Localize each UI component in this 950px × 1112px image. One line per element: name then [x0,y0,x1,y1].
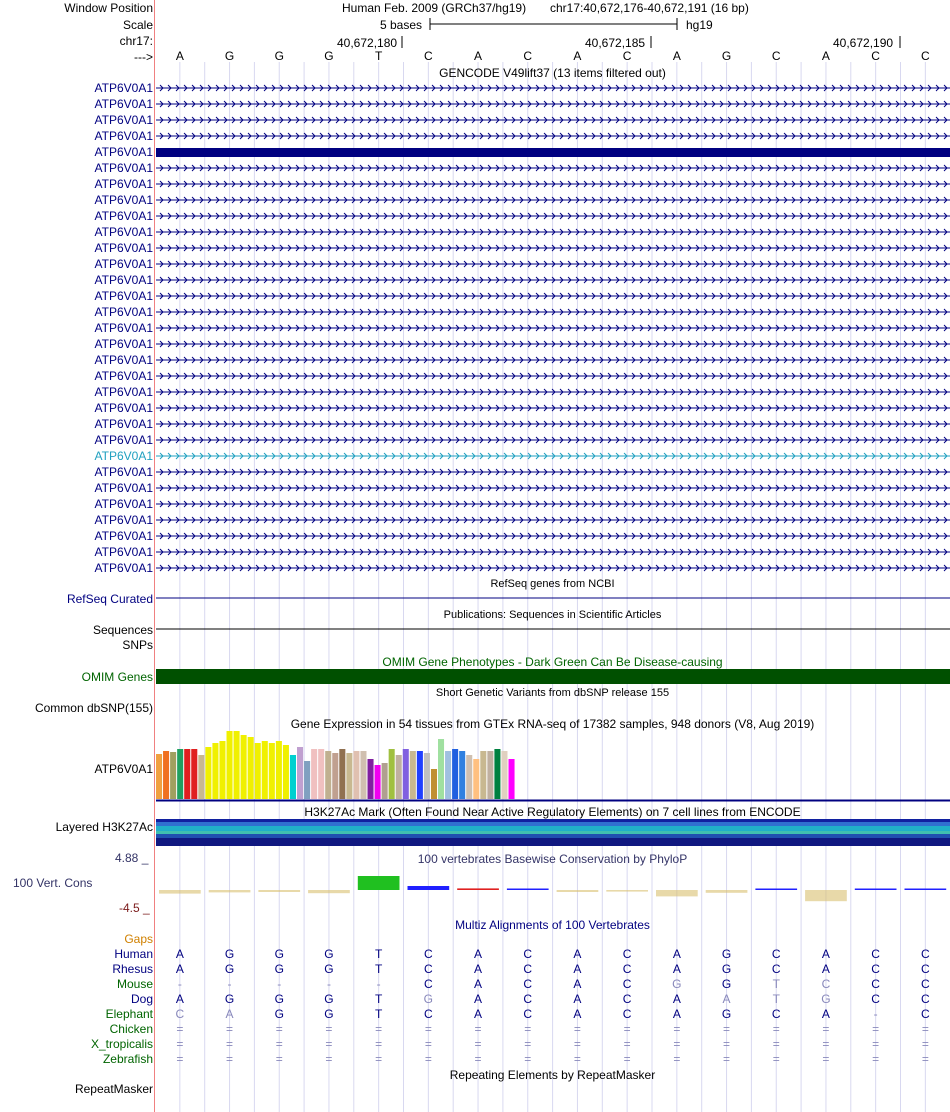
multiz-base: = [772,1022,780,1036]
gencode-track-title[interactable]: GENCODE V49lift37 (13 items filtered out) [439,66,666,80]
multiz-base: C [921,992,930,1006]
phylop-score-bar [656,890,698,896]
gtex-bar [170,752,176,799]
multiz-base: C [523,992,533,1006]
multiz-base: A [672,1007,681,1021]
multiz-base: - [227,977,232,991]
gencode-gene-label[interactable]: ATP6V0A1 [94,305,153,319]
multiz-base: = [325,1052,333,1066]
gtex-bar [459,751,465,799]
multiz-base: C [523,1007,533,1021]
phylop-score-bar [755,889,797,891]
multiz-base: A [474,962,483,976]
multiz-base: = [822,1052,830,1066]
multiz-base: C [921,977,930,991]
gtex-bar [227,731,233,799]
multiz-base: C [622,992,632,1006]
chrom-label: chr17: [119,34,153,48]
multiz-base: T [374,1007,383,1021]
phylop-score-bar [308,890,350,893]
phylop-score-bar [805,890,847,901]
multiz-base: = [573,1022,581,1036]
multiz-base: G [721,977,732,991]
multiz-base: C [523,962,533,976]
coord-label-2: 40,672,185 [585,36,646,50]
multiz-base: = [772,1037,780,1051]
multiz-base: = [723,1022,731,1036]
multiz-base: A [474,1007,483,1021]
multiz-base: G [821,992,831,1006]
multiz-base: - [376,977,381,991]
multiz-species-label[interactable]: Rhesus [112,962,153,976]
multiz-base: = [524,1052,532,1066]
multiz-base: - [277,977,282,991]
multiz-base: = [275,1037,283,1051]
multiz-base: = [573,1052,581,1066]
multiz-base: = [375,1052,383,1066]
gtex-bar [466,755,472,799]
gtex-label[interactable]: ATP6V0A1 [94,762,153,776]
gtex-bar [360,751,366,799]
multiz-base: = [176,1037,184,1051]
multiz-base: = [872,1052,880,1066]
repeatmasker-track-title[interactable]: Repeating Elements by RepeatMasker [449,1068,656,1082]
multiz-base: = [772,1052,780,1066]
multiz-base: C [921,1007,930,1021]
multiz-base: - [177,977,182,991]
multiz-base: = [872,1037,880,1051]
multiz-base: = [822,1022,830,1036]
gtex-bar [198,755,204,799]
coord-label-1: 40,672,180 [337,36,398,50]
gencode-gene-label[interactable]: ATP6V0A1 [94,353,153,367]
refseq-track-title[interactable]: RefSeq genes from NCBI [490,578,615,590]
gtex-bar [283,745,289,799]
gtex-bar [234,731,240,799]
phylop-score-bar [159,890,201,894]
gtex-track-title[interactable]: Gene Expression in 54 tissues from GTEx RNA-seq of 17382 samples, 948 donors (V8, Aug 2019) [290,717,815,731]
multiz-base: = [524,1037,532,1051]
phylop-score-bar [408,886,450,890]
sequence-base: G [721,49,732,63]
gencode-gene-label[interactable]: ATP6V0A1 [94,561,153,575]
gencode-gene-label[interactable]: ATP6V0A1 [94,465,153,479]
gencode-gene-label[interactable]: ATP6V0A1 [94,497,153,511]
phylop-score-bar [855,889,897,891]
omim-label[interactable]: OMIM Genes [81,670,153,684]
snps-label[interactable]: SNPs [122,638,153,652]
multiz-base: C [921,947,930,961]
multiz-base: = [524,1022,532,1036]
gtex-bar [396,755,402,799]
gtex-bar [509,759,515,799]
gtex-bar [445,751,451,799]
multiz-base: A [672,947,681,961]
multiz-base: T [374,947,383,961]
publications-track-title[interactable]: Publications: Sequences in Scientific Articles [443,609,662,621]
multiz-base: G [721,962,732,976]
multiz-base: C [523,947,533,961]
multiz-base: T [772,977,780,991]
multiz-species-label[interactable]: Human [114,947,153,961]
multiz-base: C [424,1007,433,1021]
gtex-bar [473,759,479,799]
gtex-bar [339,749,345,799]
gencode-gene-label[interactable]: ATP6V0A1 [94,529,153,543]
sequence-base: G [274,49,284,63]
multiz-species-label[interactable]: X_tropicalis [90,1037,153,1051]
phylop-score-bar [258,890,300,892]
multiz-base: A [821,1007,830,1021]
gtex-bar [191,749,197,799]
multiz-base: C [622,962,632,976]
h3k27ac-layer [156,838,950,846]
phylop-score-bar [507,889,549,891]
multiz-base: = [226,1052,234,1066]
multiz-base: A [821,962,830,976]
gtex-bar [487,751,493,799]
h3k27ac-layer [156,826,950,831]
gencode-gene-label[interactable]: ATP6V0A1 [94,545,153,559]
multiz-base: = [375,1037,383,1051]
gencode-gene-label[interactable]: ATP6V0A1 [94,401,153,415]
gtex-bar [219,741,225,799]
multiz-base: = [921,1022,929,1036]
phylop-max-label: 4.88 _ [115,851,149,865]
sequences-label[interactable]: Sequences [92,623,153,637]
gtex-bar [438,739,444,799]
multiz-species-label[interactable]: Dog [130,992,153,1006]
refseq-label[interactable]: RefSeq Curated [66,592,153,606]
gencode-gene-label[interactable]: ATP6V0A1 [94,177,153,191]
multiz-base: = [176,1052,184,1066]
gtex-bar [480,751,486,799]
multiz-base: G [224,992,235,1006]
gtex-bar [389,749,395,799]
gencode-gene-label[interactable]: ATP6V0A1 [94,145,153,159]
multiz-base: A [672,992,681,1006]
multiz-base: G [274,992,284,1006]
multiz-base: G [224,947,235,961]
scale-bar-text: 5 bases [380,18,423,32]
phylop-score-bar [209,890,251,892]
gtex-bar [311,749,317,799]
multiz-base: = [673,1022,681,1036]
gencode-gene-label[interactable]: ATP6V0A1 [94,369,153,383]
gencode-gene-label[interactable]: ATP6V0A1 [94,81,153,95]
multiz-base: = [723,1052,731,1066]
gtex-bar [290,755,296,799]
db-text: hg19 [686,18,713,32]
multiz-base: = [822,1037,830,1051]
multiz-base: T [772,992,780,1006]
multiz-base: A [225,1007,234,1021]
multiz-base: G [324,962,334,976]
gtex-bar [262,741,268,799]
gtex-bar [241,735,247,799]
gtex-bar [431,769,437,799]
multiz-base: A [573,977,582,991]
gencode-gene-label[interactable]: ATP6V0A1 [94,241,153,255]
multiz-base: C [821,977,831,991]
gtex-bar [276,741,282,799]
sequence-base: C [622,49,632,63]
multiz-base: A [573,1007,582,1021]
h3k27ac-layer [156,834,950,838]
gencode-gene-label[interactable]: ATP6V0A1 [94,433,153,447]
multiz-base: G [672,977,682,991]
gtex-bar [269,743,275,799]
multiz-base: = [275,1022,283,1036]
multiz-base: A [474,977,483,991]
dbsnp-track-title[interactable]: Short Genetic Variants from dbSNP release 155 [435,687,670,699]
multiz-base: = [375,1022,383,1036]
multiz-base: A [175,962,184,976]
multiz-base: C [622,947,632,961]
omim-track-title[interactable]: OMIM Gene Phenotypes - Dark Green Can Be Disease-causing [382,655,723,669]
phylop-score-bar [606,890,648,892]
multiz-base: A [474,947,483,961]
multiz-base: = [226,1037,234,1051]
multiz-base: C [175,1007,185,1021]
multiz-base: = [921,1037,929,1051]
sequence-base: A [672,49,681,63]
multiz-species-label[interactable]: Mouse [116,977,153,991]
gtex-bar [375,765,381,799]
sequence-base: A [573,49,582,63]
phylop-score-bar [905,889,947,891]
h3k27ac-layer [156,822,950,826]
repeatmasker-label[interactable]: RepeatMasker [74,1082,153,1096]
multiz-base: = [623,1022,631,1036]
multiz-base: G [274,947,284,961]
multiz-base: C [921,962,930,976]
gtex-bar [346,753,352,799]
multiz-base: C [523,977,533,991]
multiz-base: G [721,1007,732,1021]
h3k27ac-layer [156,831,950,834]
multiz-base: = [723,1037,731,1051]
sequence-base: G [324,49,334,63]
multiz-base: A [722,992,731,1006]
sequence-base: A [821,49,830,63]
h3k27ac-label[interactable]: Layered H3K27Ac [55,820,153,834]
gencode-gene-label[interactable]: ATP6V0A1 [94,385,153,399]
sequence-base: C [871,49,880,63]
multiz-base: = [573,1037,581,1051]
window-position-label: Window Position [64,1,153,15]
gtex-bar [255,743,261,799]
multiz-species-label[interactable]: Zebrafish [102,1052,153,1066]
multiz-base: = [325,1022,333,1036]
multiz-base: G [324,947,334,961]
gtex-bar [325,751,331,799]
gtex-bar [410,751,416,799]
multiz-base: = [921,1052,929,1066]
gtex-bar [177,749,183,799]
multiz-base: T [374,962,383,976]
multiz-base: C [871,992,880,1006]
multiz-base: A [573,947,582,961]
sequence-base: T [374,49,383,63]
phylop-min-label: -4.5 _ [119,901,150,915]
phylop-label[interactable]: 100 Vert. Cons [13,876,93,890]
gtex-bar [494,749,500,799]
gtex-bar [156,754,162,799]
gtex-bar [501,751,507,799]
gencode-exon-block [156,148,950,157]
gencode-gene-label[interactable]: ATP6V0A1 [94,273,153,287]
gtex-bar [304,761,310,799]
multiz-base: G [324,1007,334,1021]
gtex-bar [368,759,374,799]
multiz-base: = [673,1037,681,1051]
multiz-base: A [573,992,582,1006]
multiz-base: C [871,947,880,961]
multiz-base: G [423,992,434,1006]
multiz-base: = [474,1052,482,1066]
position-text[interactable]: chr17:40,672,176-40,672,191 (16 bp) [550,1,749,15]
multiz-base: = [424,1052,432,1066]
multiz-track-title[interactable]: Multiz Alignments of 100 Vertebrates [455,918,650,932]
multiz-base: G [721,947,732,961]
multiz-base: = [325,1037,333,1051]
gencode-gene-label[interactable]: ATP6V0A1 [94,513,153,527]
multiz-base: A [821,947,830,961]
multiz-base: A [672,962,681,976]
multiz-base: A [175,947,184,961]
multiz-base: = [176,1022,184,1036]
multiz-base: C [424,977,433,991]
multiz-base: G [274,962,284,976]
gencode-gene-label[interactable]: ATP6V0A1 [94,417,153,431]
gencode-gene-label[interactable]: ATP6V0A1 [94,321,153,335]
sequence-base: A [175,49,184,63]
multiz-species-label[interactable]: Elephant [105,1007,153,1021]
sequence-base: C [771,49,781,63]
gencode-gene-label[interactable]: ATP6V0A1 [94,225,153,239]
multiz-base: C [424,947,433,961]
scale-label: Scale [122,18,153,32]
multiz-base: - [873,1007,878,1021]
coord-label-3: 40,672,190 [833,36,894,50]
multiz-base: = [872,1022,880,1036]
sequence-base: C [921,49,930,63]
gtex-bar [163,751,169,799]
multiz-base: C [771,1007,781,1021]
multiz-base: = [474,1022,482,1036]
gencode-gene-label[interactable]: ATP6V0A1 [94,289,153,303]
multiz-base: G [324,992,334,1006]
multiz-base: C [771,962,781,976]
multiz-base: C [622,977,632,991]
multiz-base: = [226,1022,234,1036]
multiz-base: T [374,992,383,1006]
gtex-bar [332,753,338,799]
phylop-score-bar [557,890,599,892]
multiz-base: C [622,1007,632,1021]
multiz-base: = [623,1037,631,1051]
gencode-gene-label[interactable]: ATP6V0A1 [94,481,153,495]
multiz-base: = [623,1052,631,1066]
gtex-bar [205,747,211,799]
gencode-gene-label[interactable]: ATP6V0A1 [94,97,153,111]
gtex-bar [184,749,190,799]
multiz-base: A [175,992,184,1006]
phylop-score-bar [358,876,400,890]
gencode-gene-label[interactable]: ATP6V0A1 [94,129,153,143]
gtex-bar [382,763,388,799]
h3k27ac-layer [156,819,950,822]
multiz-base: = [424,1037,432,1051]
sequence-base: G [224,49,235,63]
multiz-base: C [771,947,781,961]
gencode-gene-label[interactable]: ATP6V0A1 [94,193,153,207]
multiz-base: C [871,977,880,991]
gencode-gene-label[interactable]: ATP6V0A1 [94,337,153,351]
multiz-base: = [474,1037,482,1051]
multiz-base: G [274,1007,284,1021]
gencode-gene-label[interactable]: ATP6V0A1 [94,449,153,463]
multiz-base: C [871,962,880,976]
gtex-bar [248,737,254,799]
sequence-base: C [424,49,433,63]
gaps-label: Gaps [124,932,153,946]
assembly-text: Human Feb. 2009 (GRCh37/hg19) [342,1,527,15]
gencode-gene-label[interactable]: ATP6V0A1 [94,209,153,223]
gtex-bar [424,753,430,799]
strand-label: ---> [134,50,153,64]
phylop-track-title[interactable]: 100 vertebrates Basewise Conservation by PhyloP [417,852,688,866]
multiz-base: A [474,992,483,1006]
gtex-bar [417,751,423,799]
omim-block [156,669,950,684]
multiz-base: C [424,962,433,976]
multiz-base: = [673,1052,681,1066]
multiz-base: G [224,962,235,976]
multiz-species-label[interactable]: Chicken [109,1022,153,1036]
gencode-gene-label[interactable]: ATP6V0A1 [94,113,153,127]
phylop-score-bar [457,888,499,890]
multiz-base: = [275,1052,283,1066]
gtex-bar [297,747,303,799]
sequence-base: C [523,49,533,63]
dbsnp-label[interactable]: Common dbSNP(155) [34,701,153,715]
gtex-bar [353,751,359,799]
gtex-bar [212,743,218,799]
sequence-base: A [474,49,483,63]
phylop-score-bar [706,890,748,893]
multiz-base: A [573,962,582,976]
multiz-base: - [326,977,331,991]
gtex-bar [403,749,409,799]
gencode-gene-label[interactable]: ATP6V0A1 [94,161,153,175]
gtex-bar [318,749,324,799]
gencode-gene-label[interactable]: ATP6V0A1 [94,257,153,271]
h3k27ac-track-title[interactable]: H3K27Ac Mark (Often Found Near Active Regulatory Elements) on 7 cell lines from ENCODE [304,805,801,819]
gtex-bar [452,749,458,799]
multiz-base: = [424,1022,432,1036]
